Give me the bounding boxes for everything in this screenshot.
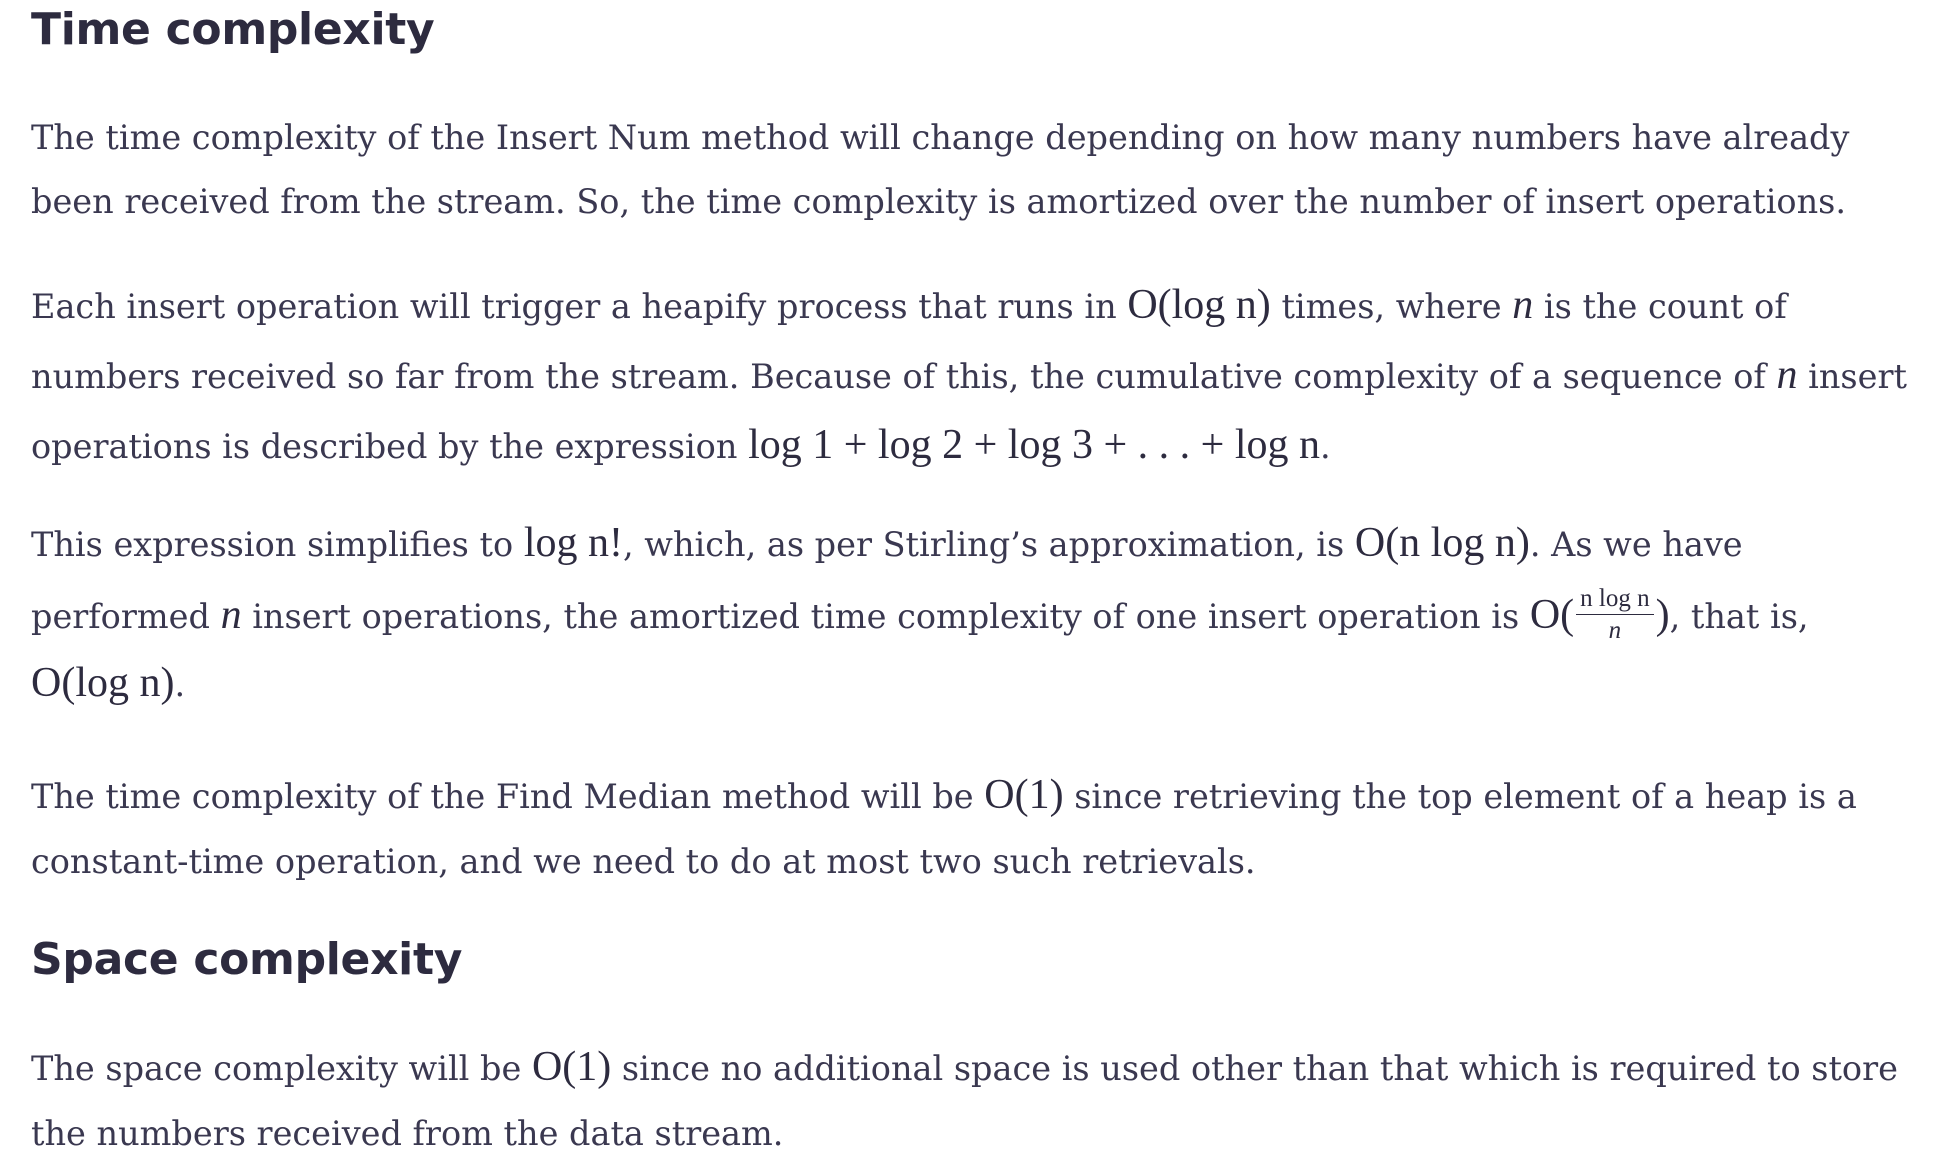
paragraph-heapify-cost <box>31 270 1907 480</box>
math-o-open: O( <box>1529 592 1575 638</box>
text-line <box>31 507 1809 579</box>
text-run: This expression simplifies to <box>31 525 524 564</box>
text-run: . <box>1320 427 1331 466</box>
paragraph-space-complexity <box>31 1032 1898 1166</box>
text-run: since no additional space is used other than that which is required to store <box>611 1049 1898 1088</box>
math-n <box>221 592 242 638</box>
space-complexity-heading: Space complexity <box>31 934 463 985</box>
text-line <box>31 579 1809 651</box>
text-run: The space complexity will be <box>31 1049 532 1088</box>
text-line <box>31 340 1907 410</box>
text-run: since retrieving the top element of a heap is a <box>1063 777 1857 816</box>
text-line: been received from the stream. So, the time complexity is amortized over the number of insert operations. <box>31 182 1847 221</box>
text-line <box>31 651 1809 715</box>
math-n <box>1512 282 1533 328</box>
paragraph-find-median <box>31 760 1857 894</box>
text-line: the numbers received from the data stream. <box>31 1114 784 1153</box>
math-o-1: O(1) <box>984 772 1064 818</box>
text-line <box>31 1032 1898 1102</box>
text-run: Each insert operation will trigger a heapify process that runs in <box>31 287 1128 326</box>
text-run: insert <box>1797 357 1907 396</box>
math-log-n-factorial: log n! <box>523 520 623 566</box>
math-fraction <box>1576 586 1653 643</box>
paragraph-stirling-approximation <box>31 507 1809 715</box>
math-o-fraction <box>1529 584 1670 644</box>
math-variable: n <box>220 592 242 638</box>
text-run: , that is, <box>1669 597 1809 636</box>
text-run: insert operations, the amortized time complexity of one insert operation is <box>241 597 1530 636</box>
text-line <box>31 270 1907 340</box>
math-o-n-log-n: O(n log n) <box>1354 520 1530 566</box>
math-n <box>1776 352 1797 398</box>
math-o-1: O(1) <box>531 1044 612 1090</box>
text-run: numbers received so far from the stream. Because of this, the cumulative complexity of a sequence of <box>31 357 1777 396</box>
text-line <box>31 410 1907 480</box>
time-complexity-heading: Time complexity <box>31 4 435 55</box>
text-run: performed <box>31 597 221 636</box>
text-run: . As we have <box>1529 525 1743 564</box>
fraction-denominator: n <box>1608 616 1622 644</box>
paragraph-insert-num-amortized <box>31 106 1849 234</box>
text-line: The time complexity of the Insert Num method will change depending on how many numbers have already <box>31 118 1850 157</box>
text-line: constant-time operation, and we need to do at most two such retrievals. <box>31 842 1256 881</box>
math-variable: n <box>1776 352 1798 398</box>
math-o-log-n: O(log n) <box>1127 282 1271 328</box>
math-log-sum-expression: log 1 + log 2 + log 3 + . . . + log n <box>748 422 1320 468</box>
text-line <box>31 760 1857 830</box>
math-o-log-n: O(log n) <box>31 660 175 706</box>
math-o-close: ) <box>1655 592 1670 638</box>
text-run: The time complexity of the Find Median method will be <box>31 777 985 816</box>
fraction-numerator: n log n <box>1576 586 1653 615</box>
text-run: . <box>174 665 186 704</box>
text-run: , which, as per Stirling’s approximation, is <box>622 525 1355 564</box>
text-run: operations is described by the expression <box>31 427 749 466</box>
text-run: is the count of <box>1533 287 1787 326</box>
text-run: times, where <box>1270 287 1513 326</box>
math-variable: n <box>1512 282 1534 328</box>
